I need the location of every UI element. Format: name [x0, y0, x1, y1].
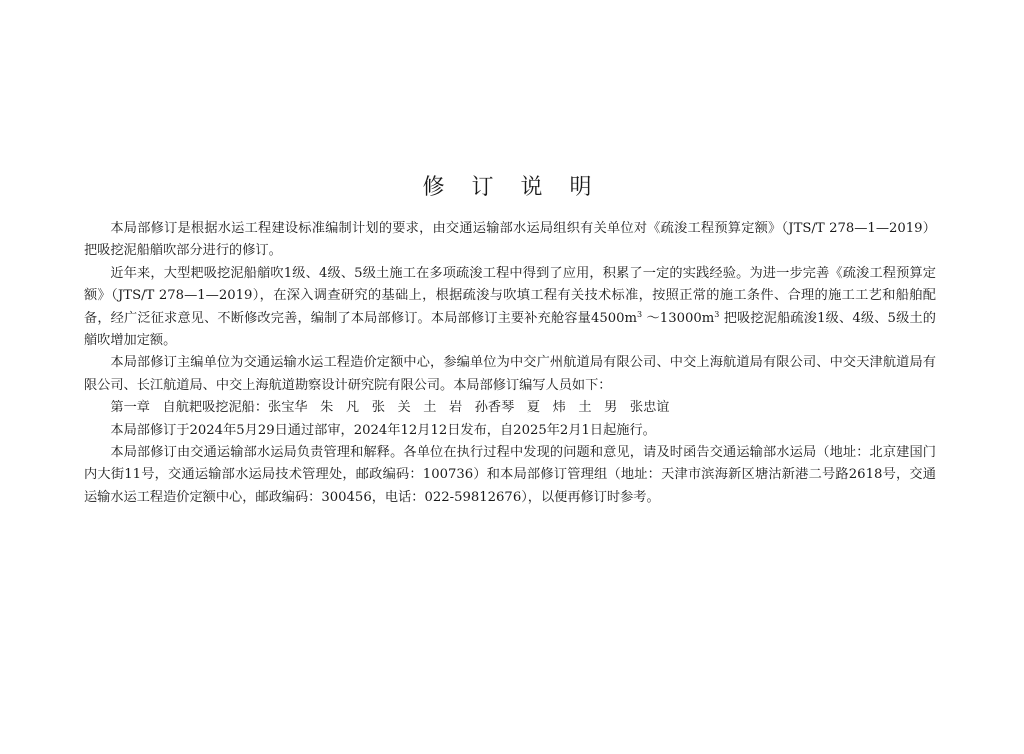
paragraph-background-range: ～13000m: [642, 310, 715, 326]
document-title: 修 订 说 明: [422, 175, 602, 200]
paragraph-dates: 本局部修订于2024年5月29日通过部审，2024年12月12日发布，自2025年2月1日起施行。: [110, 422, 656, 438]
unit-superscript-1: 3: [637, 309, 643, 319]
paragraph-staff-list: 第一章 自航耙吸挖泥船：张宝华 朱 凡 张 关 土 岩 孙香琴 夏 炜 土 男 张忠谊: [110, 400, 670, 416]
paragraph-contact: 本局部修订由交通运输部水运局负责管理和解释。各单位在执行过程中发现的问题和意见，请及时函告交通运输部水运局（地址：北京建国门内大街11号，交通运输部水运局技术管理处，邮政编码：100736）和本局部修订管理组（地址：天津市滨海新区塘沽新港二号路2618号，交通运输水运工程造价定额中心，邮政编码：300456，电话：022-59812676），以便再修订时参考。: [84, 445, 936, 505]
paragraph-background: [84, 263, 936, 353]
paragraph-background-end: 把吸挖泥船疏浚1级、4级、5级土的艏吹增加定额。: [84, 310, 936, 349]
paragraph-background-text: 近年来，大型耙吸挖泥船艏吹1级、4级、5级土施工在多项疏浚工程中得到了应用，积累了一定的实践经验。为进一步完善《疏浚工程预算定额》（JTS/T 278—1—2019），在深入调查研究的基础上，根据疏浚与吹填工程有关技术标准，按照正常的施工条件、合理的施工工艺和船舶配备，经广泛征求意见、不断修改完善，编制了本局部修订。本局部修订主要补充舱容量4500m: [84, 265, 936, 326]
paragraph-editors: 本局部修订主编单位为交通运输水运工程造价定额中心，参编单位为中交广州航道局有限公司、中交上海航道局有限公司、中交天津航道局有限公司、长江航道局、中交上海航道勘察设计研究院有限公司。本局部修订编写人员如下：: [84, 355, 936, 393]
paragraph-purpose: 本局部修订是根据水运工程建设标准编制计划的要求，由交通运输部水运局组织有关单位对《疏浚工程预算定额》（JTS/T 278—1—2019）把吸挖泥船艏吹部分进行的修订。: [84, 221, 936, 259]
unit-superscript-2: 3: [714, 309, 720, 319]
document-body: [84, 218, 936, 509]
